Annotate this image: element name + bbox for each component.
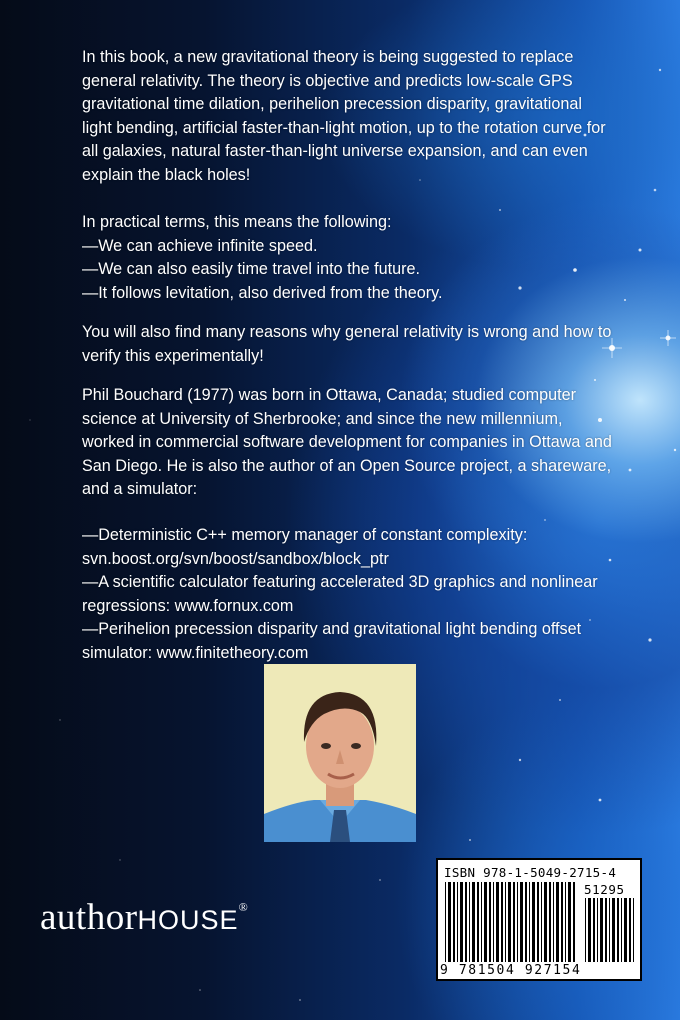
author-projects xyxy=(82,524,612,665)
description-paragraph: In this book, a new gravitational theory is being suggested to replace general relativity. The theory is objective and predicts low-scale GPS gravitational time dilation, perihelion precession disparity, gravitational light bending, artificial faster-than-light motion, up to the rotation curve for all galaxies, natural faster-than-light universe expansion, and can even explain the black holes! xyxy=(82,48,606,184)
author-bio-paragraph: Phil Bouchard (1977) was born in Ottawa, Canada; studied computer science at University of Sherbrooke; and since the new millennium, worked in commercial software development for companies in Ottawa and San Diego. He is also the author of an Open Source project, a shareware, and a simulator: xyxy=(82,386,612,498)
barcode-bar xyxy=(544,882,547,962)
barcode-bar xyxy=(553,882,554,962)
project-item: —Perihelion precession disparity and gravitational light bending offset simulator: www.finitetheory.com xyxy=(82,620,582,662)
publisher-name-author: author xyxy=(40,897,138,938)
barcode-bar xyxy=(585,898,586,962)
barcode-bar xyxy=(609,898,610,962)
isbn-text: ISBN 978-1-5049-2715-4 xyxy=(444,865,617,880)
author-photo xyxy=(264,664,416,842)
barcode-bar xyxy=(496,882,499,962)
practical-item: —It follows levitation, also derived from the theory. xyxy=(82,283,443,302)
barcode-bar xyxy=(525,882,527,962)
practical-intro: In practical terms, this means the following: xyxy=(82,213,392,231)
barcode-bar xyxy=(624,898,627,962)
barcode-bar xyxy=(477,882,479,962)
practical-item: —We can achieve infinite speed. xyxy=(82,236,318,255)
barcode-bar xyxy=(445,882,446,962)
barcode-bar xyxy=(593,898,595,962)
barcode-bar xyxy=(532,882,535,962)
barcode-bar xyxy=(505,882,506,962)
barcode-bar xyxy=(568,882,571,962)
project-item: —A scientific calculator featuring accelerated 3D graphics and nonlinear regressions: www.fornux.com xyxy=(82,573,598,615)
barcode-bar xyxy=(465,882,467,962)
barcode-bar xyxy=(469,882,470,962)
ean-barcode-bars xyxy=(444,882,576,962)
barcode-bar xyxy=(529,882,530,962)
barcode-bar xyxy=(448,882,451,962)
barcode-bar xyxy=(588,898,591,962)
barcode-bar xyxy=(621,898,622,962)
barcode-bar xyxy=(501,882,503,962)
barcode-bar xyxy=(457,882,458,962)
reasons-section xyxy=(82,321,612,368)
barcode-bar xyxy=(561,882,563,962)
ean-number: 9 781504 927154 xyxy=(440,963,582,978)
trademark-symbol: ® xyxy=(238,900,249,914)
reasons-paragraph: You will also find many reasons why general relativity is wrong and how to verify this experimentally! xyxy=(82,323,612,365)
barcode-bar xyxy=(520,882,523,962)
barcode-bar xyxy=(573,882,575,962)
price-code: 51295 xyxy=(584,882,625,897)
isbn-barcode xyxy=(436,858,642,981)
barcode-bar xyxy=(517,882,518,962)
barcode-bar xyxy=(460,882,463,962)
author-bio xyxy=(82,384,612,502)
barcode-bar xyxy=(513,882,515,962)
barcode-bar xyxy=(493,882,494,962)
barcode-bar xyxy=(605,898,607,962)
book-description xyxy=(82,46,612,187)
publisher-logo xyxy=(40,896,248,939)
barcode-bar xyxy=(484,882,487,962)
barcode-bar xyxy=(556,882,559,962)
price-barcode-bars xyxy=(584,898,636,962)
barcode-bar xyxy=(453,882,455,962)
barcode-bar xyxy=(629,898,631,962)
barcode-bar xyxy=(489,882,491,962)
barcode-bar xyxy=(612,898,615,962)
barcode-bar xyxy=(617,898,619,962)
barcode-bar xyxy=(565,882,566,962)
barcode-bar xyxy=(481,882,482,962)
barcode-bar xyxy=(537,882,539,962)
publisher-name-house: HOUSE xyxy=(137,905,239,935)
practical-terms-section xyxy=(82,211,612,305)
barcode-bar xyxy=(508,882,511,962)
project-item: —Deterministic C++ memory manager of constant complexity: svn.boost.org/svn/boost/sandbox/block_ptr xyxy=(82,526,528,568)
practical-item: —We can also easily time travel into the future. xyxy=(82,260,420,278)
barcode-bar xyxy=(600,898,603,962)
barcode-bar xyxy=(549,882,551,962)
barcode-bar xyxy=(633,898,634,962)
barcode-bar xyxy=(597,898,598,962)
barcode-bar xyxy=(472,882,475,962)
barcode-bar xyxy=(541,882,542,962)
